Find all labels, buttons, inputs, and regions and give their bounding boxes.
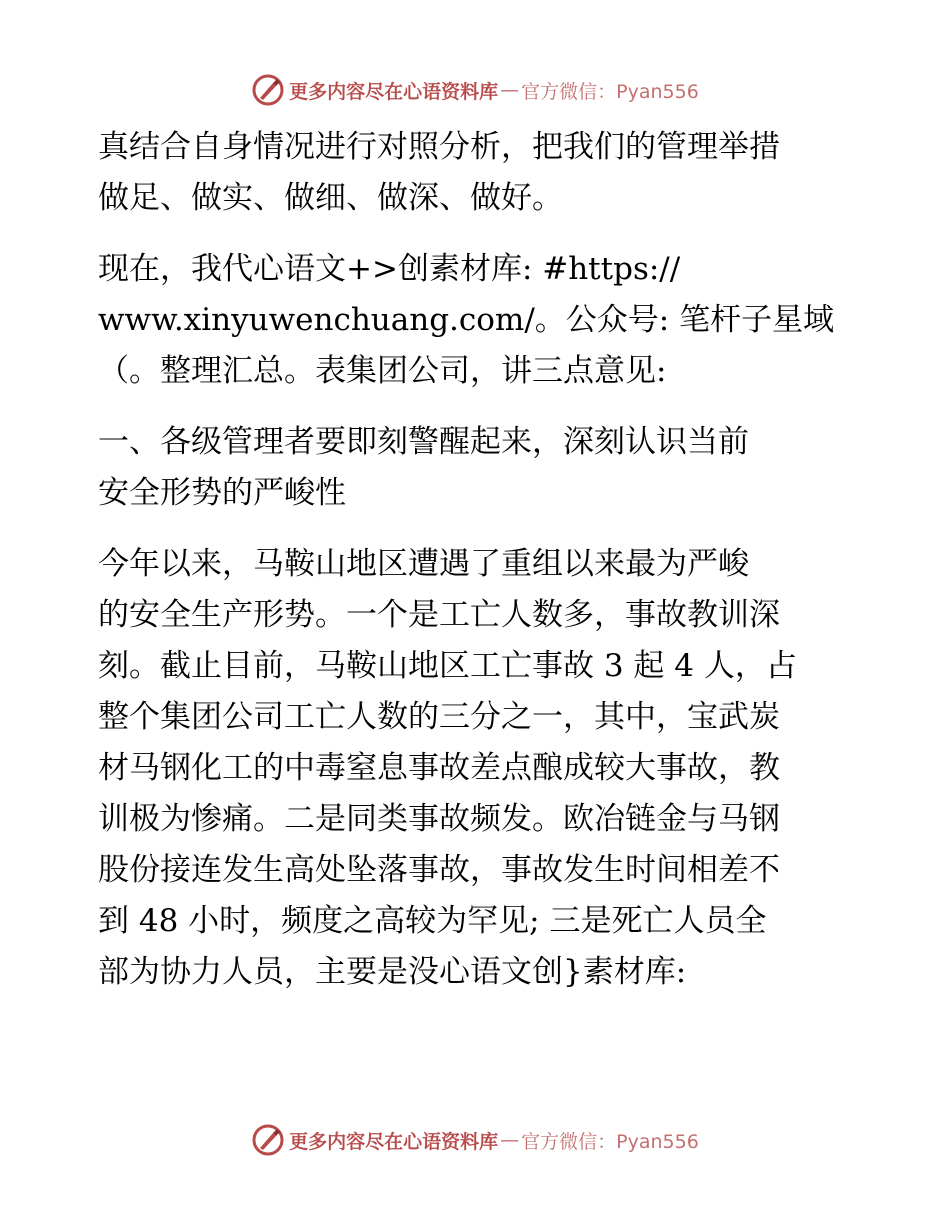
text-line: 现在，我代心语文+>创素材库: #https:// [98, 251, 681, 287]
banner-separator: — [500, 79, 520, 101]
text-line: 训极为惨痛。二是同类事故频发。欧冶链金与马钢 [98, 801, 780, 837]
banner-separator: — [500, 1129, 520, 1151]
text-line: 整个集团公司工亡人数的三分之一，其中，宝武炭 [98, 699, 780, 735]
text-line: 真结合自身情况进行对照分析，把我们的管理举措 [98, 129, 780, 165]
pen-circle-logo-icon [251, 73, 285, 107]
text-line: 到 48 小时，频度之高较为罕见; 三是死亡人员全 [98, 903, 767, 939]
text-line: 的安全生产形势。一个是工亡人数多，事故教训深 [98, 597, 780, 633]
paragraph [98, 539, 858, 998]
text-line: 做足、做实、做细、做深、做好。 [98, 180, 563, 216]
text-line: （。整理汇总。表集团公司，讲三点意见: [98, 353, 667, 389]
footer-banner [0, 1120, 950, 1160]
text-line: 刻。截止目前，马鞍山地区工亡事故 3 起 4 人，占 [98, 648, 797, 684]
header-banner [0, 70, 950, 110]
text-line: www.xinyuwenchuang.com/。公众号: 笔杆子星域 [98, 302, 835, 338]
banner-contact: 官方微信：Pyan556 [521, 1130, 699, 1153]
text-line: 部为协力人员，主要是没心语文创}素材库: [98, 954, 687, 990]
text-line: 股份接连发生高处坠落事故，事故发生时间相差不 [98, 852, 780, 888]
text-line: 材马钢化工的中毒窒息事故差点酿成较大事故，教 [98, 750, 780, 786]
section-heading [98, 417, 858, 519]
document-body [98, 122, 858, 998]
pen-circle-logo-icon [251, 1123, 285, 1157]
banner-title: 更多内容尽在心语资料库 [289, 80, 499, 103]
text-line: 今年以来，马鞍山地区遭遇了重组以来最为严峻 [98, 546, 749, 582]
paragraph [98, 244, 858, 397]
text-line: 一、各级管理者要即刻警醒起来，深刻认识当前 [98, 424, 749, 460]
banner-title: 更多内容尽在心语资料库 [289, 1130, 499, 1153]
paragraph [98, 122, 858, 224]
text-line: 安全形势的严峻性 [98, 475, 346, 511]
banner-contact: 官方微信：Pyan556 [521, 80, 699, 103]
